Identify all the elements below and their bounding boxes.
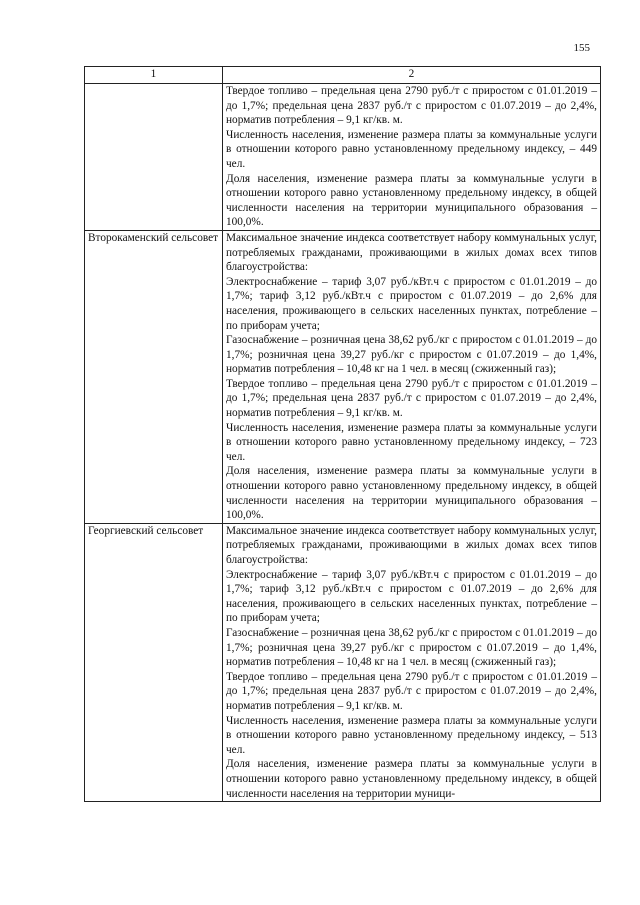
municipality-cell <box>85 230 223 523</box>
column-header-2: 2 <box>223 67 601 84</box>
paragraph: Численность населения, изменение размера платы за коммунальные услуги в отношении которого равно установленному предельному индексу, – 723 чел. <box>226 421 597 463</box>
paragraph: Твердое топливо – предельная цена 2790 руб./т с приростом с 01.01.2019 – до 1,7%; предельная цена 2837 руб./т с приростом с 01.07.2019 – до 2,4%, норматив потребления – 9,1 кг/кв. м. <box>226 377 597 420</box>
paragraph: Доля населения, изменение размера платы за коммунальные услуги в отношении которого равно установленному предельному индексу, в общей численности населения на территории муниципального образования – 100,0%. <box>226 172 597 229</box>
paragraph: Максимальное значение индекса соответствует набору коммунальных услуг, потребляемых гражданами, проживающими в жилых домах всех типов благоустройства: <box>226 524 597 566</box>
table-row <box>85 230 601 523</box>
paragraph: Электроснабжение – тариф 3,07 руб./кВт.ч с приростом с 01.01.2019 – до 1,7%; тариф 3,12 руб./кВт.ч с приростом с 01.07.2019 – до 2,6% для населения, проживающего в сельских населенных пунктах, потребление – по приборам учета; <box>226 275 597 332</box>
tariff-table <box>84 66 601 802</box>
municipality-cell <box>85 523 223 801</box>
description-cell <box>223 230 601 523</box>
table-row <box>85 84 601 231</box>
description-cell <box>223 84 601 231</box>
description-cell <box>223 523 601 801</box>
municipality-name: Георгиевский сельсовет <box>88 524 204 537</box>
paragraph: Твердое топливо – предельная цена 2790 руб./т с приростом с 01.01.2019 – до 1,7%; предельная цена 2837 руб./т с приростом с 01.07.2019 – до 2,4%, норматив потребления – 9,1 кг/кв. м. <box>226 85 597 127</box>
paragraph: Численность населения, изменение размера платы за коммунальные услуги в отношении которого равно установленному предельному индексу, – 449 чел. <box>226 128 597 170</box>
paragraph: Максимальное значение индекса соответствует набору коммунальных услуг, потребляемых гражданами, проживающими в жилых домах всех типов благоустройства: <box>226 231 597 274</box>
paragraph: Доля населения, изменение размера платы за коммунальные услуги в отношении которого равно установленному предельному индексу, в общей численности населения на территории муници- <box>226 758 597 800</box>
paragraph: Твердое топливо – предельная цена 2790 руб./т с приростом с 01.01.2019 – до 1,7%; предельная цена 2837 руб./т с приростом с 01.07.2019 – до 2,4%, норматив потребления – 9,1 кг/кв. м. <box>226 670 597 712</box>
paragraph: Доля населения, изменение размера платы за коммунальные услуги в отношении которого равно установленному предельному индексу, в общей численности населения на территории муниципального образования – 100,0%. <box>226 465 597 522</box>
column-header-1: 1 <box>85 67 223 84</box>
municipality-cell <box>85 84 223 231</box>
municipality-name: Второкаменский сельсовет <box>88 231 219 244</box>
table-header-row <box>85 67 601 84</box>
paragraph: Электроснабжение – тариф 3,07 руб./кВт.ч с приростом с 01.01.2019 – до 1,7%; тариф 3,12 руб./кВт.ч с приростом с 01.07.2019 – до 2,6% для населения, проживающего в сельских населенных пунктах, потребление – по приборам учета; <box>226 568 597 625</box>
paragraph: Численность населения, изменение размера платы за коммунальные услуги в отношении которого равно установленному предельному индексу, – 513 чел. <box>226 714 597 756</box>
paragraph: Газоснабжение – розничная цена 38,62 руб./кг с приростом с 01.01.2019 – до 1,7%; розничная цена 39,27 руб./кг с приростом с 01.07.2019 – до 1,4%, норматив потребления – 10,48 кг на 1 чел. в месяц (сжиженный газ); <box>226 626 597 669</box>
page-number: 155 <box>573 42 590 54</box>
table-row <box>85 523 601 801</box>
paragraph: Газоснабжение – розничная цена 38,62 руб./кг с приростом с 01.01.2019 – до 1,7%; розничная цена 39,27 руб./кг с приростом с 01.07.2019 – до 1,4%, норматив потребления – 10,48 кг на 1 чел. в месяц (сжиженный газ); <box>226 334 597 376</box>
